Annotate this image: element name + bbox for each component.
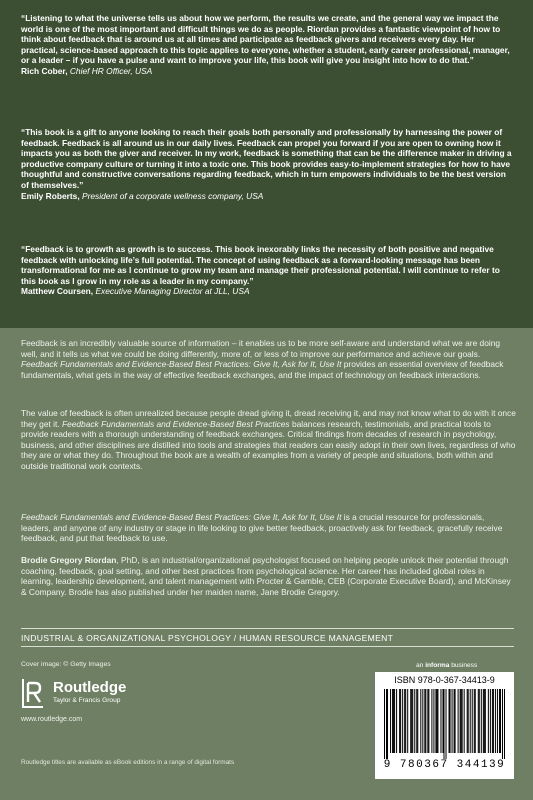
barcode-stripe	[437, 689, 438, 753]
barcode-stripe	[393, 689, 394, 753]
barcode-stripe	[468, 689, 469, 753]
endorsement-attribution	[21, 66, 513, 77]
author-bio	[21, 555, 516, 597]
endorsement-author: Rich Cober,	[21, 65, 68, 76]
ebook-note: Routledge titles are available as eBook editions in a range of digital formats	[21, 759, 235, 766]
barcode-stripe	[464, 689, 465, 753]
barcode-stripe	[442, 689, 443, 753]
book-title-italic: Feedback Fundamentals and Evidence-Based Best Practices	[61, 418, 290, 429]
endorsement-role: President of a corporate wellness company, USA	[81, 190, 264, 201]
barcode-stripe	[502, 689, 503, 759]
barcode-stripe	[500, 689, 501, 753]
endorsement-text: “Listening to what the universe tells us about how we perform, the results we create, and the general way we impact the world is one of the most important and difficult things we do as people. Riordan provides a fantastic viewpoint of how to think about feedback that is around us at all times and participate as feedback givers and receivers every day. Her practical, science-based approach to this topic applies to everyone, whether a student, early career professional, manager, or a leader – if you have a pulse and want to improve your life, this book will give you insight into how to do that.”	[21, 13, 510, 66]
endorsement-author: Emily Roberts,	[21, 190, 80, 201]
barcode-stripe	[485, 689, 486, 753]
barcode-stripe	[433, 689, 434, 753]
barcode-stripe	[387, 689, 388, 759]
barcode-stripe	[412, 689, 413, 753]
description-text: The value of feedback is often unrealized because people dread giving it, dread receiving it, and may not know what to do with it once they get it.	[21, 408, 516, 429]
publisher-name: Routledge	[53, 679, 127, 696]
description-text: balances research, testimonials, and practical tools to provide readers with a thorough understanding of feedback exchanges. Critical findings from decades of research in psychology, business, and other disciplines are distilled into tools and strategies that readers can easily adopt in their own lives, regardless of who they are or what they do. Throughout the book are a wealth of examples from a variety of people and situations, both within and outside traditional work contexts.	[21, 418, 516, 471]
publisher-subtitle: Taylor & Francis Group	[53, 697, 121, 704]
barcode-digits: 9 780367 344139	[383, 759, 506, 771]
book-title-italic: Feedback Fundamentals and Evidence-Based Best Practices: Give It, Ask for It, Use It	[21, 512, 342, 522]
barcode-stripe	[425, 689, 426, 753]
author-name: Brodie Gregory Riordan	[21, 555, 117, 565]
barcode-stripe	[435, 689, 436, 753]
barcode-stripe	[386, 689, 387, 759]
barcode-stripe	[422, 689, 423, 753]
endorsement-role: Chief HR Officer, USA	[69, 65, 153, 76]
barcode-stripe	[472, 689, 473, 753]
barcode-stripe	[446, 689, 447, 759]
endorsement-text: “This book is a gift to anyone looking to reach their goals both personally and professionally by harnessing the power of feedback. Feedback is all around us in our daily lives. Feedback can propel you forward if you are open to owning how it impacts you as both the giver and receiver. In my work, feedback is something that can be the difference maker in driving a productive company culture or turning it into a toxic one. This book provides easy-to-implement strategies for how to have thoughtful and constructive conversations regarding feedback, which in turn empowers individuals to be the best version of themselves.”	[21, 127, 512, 190]
barcode-stripe	[404, 689, 405, 753]
barcode-stripe	[484, 689, 485, 753]
barcode-stripe	[455, 689, 456, 753]
informa-business-label: an informa business	[416, 662, 478, 669]
description-paragraph-1	[21, 338, 516, 380]
book-title-italic: Feedback Fundamentals and Evidence-Based Best Practices: Give It, Ask for It, Use It	[21, 359, 342, 370]
description-paragraph-2	[21, 408, 516, 472]
barcode-stripe	[394, 689, 395, 753]
subject-category: INDUSTRIAL & ORGANIZATIONAL PSYCHOLOGY / HUMAN RESOURCE MANAGEMENT	[21, 633, 394, 643]
barcode-stripe	[390, 689, 391, 753]
endorsement-3	[21, 244, 513, 297]
cover-credit: Cover image: © Getty Images	[21, 661, 111, 668]
barcode-stripe	[497, 689, 498, 753]
barcode-stripe	[424, 689, 425, 753]
endorsement-author: Matthew Coursen,	[21, 286, 94, 297]
barcode-stripe	[460, 689, 461, 753]
barcode-stripe	[416, 689, 417, 753]
endorsement-attribution	[21, 286, 513, 297]
barcode-stripe	[504, 689, 505, 759]
barcode-stripe	[474, 689, 475, 753]
barcode-stripe	[431, 689, 432, 753]
barcode-bars	[384, 689, 505, 759]
barcode-stripe	[427, 689, 428, 753]
isbn-barcode	[375, 672, 514, 779]
barcode-stripe	[414, 689, 415, 753]
endorsement-role: Executive Managing Director at JLL, USA	[95, 286, 250, 297]
barcode-stripe	[454, 689, 455, 753]
barcode-stripe	[492, 689, 493, 753]
endorsement-2	[21, 127, 513, 201]
barcode-stripe	[399, 689, 400, 753]
description-text: Feedback is an incredibly valuable source of information – it enables us to be more self-aware and understand what we are doing well, and it tells us what we could be doing differently, more of, or less of to improve our performance and achieve our goals.	[21, 338, 501, 359]
barcode-stripe	[436, 689, 437, 753]
barcode-stripe	[428, 689, 429, 753]
barcode-stripe	[452, 689, 453, 753]
barcode-stripe	[481, 689, 482, 753]
barcode-stripe	[392, 689, 393, 753]
barcode-stripe	[405, 689, 406, 753]
barcode-stripe	[479, 689, 480, 753]
barcode-stripe	[449, 689, 450, 753]
barcode-stripe	[475, 689, 476, 753]
routledge-r-icon	[21, 678, 47, 708]
barcode-stripe	[400, 689, 401, 753]
barcode-stripe	[478, 689, 479, 753]
barcode-stripe	[495, 689, 496, 753]
barcode-stripe	[411, 689, 412, 753]
barcode-stripe	[396, 689, 397, 753]
description-text: provides an essential overview of feedback fundamentals, what gets in the way of effective feedback exchanges, and the impact of technology on feedback interactions.	[21, 359, 504, 380]
divider	[21, 628, 514, 629]
barcode-stripe	[420, 689, 421, 753]
barcode-stripe	[410, 689, 411, 753]
divider	[21, 646, 514, 647]
barcode-stripe	[461, 689, 462, 753]
barcode-stripe	[417, 689, 418, 753]
barcode-stripe	[483, 689, 484, 753]
barcode-stripe	[440, 689, 441, 753]
barcode-stripe	[407, 689, 408, 753]
endorsement-attribution	[21, 191, 513, 202]
endorsement-text: “Feedback is to growth as growth is to success. This book inexorably links the necessity of both positive and negative feedback with unlocking life’s full potential. The concept of using feedback as a forward-looking message has been transformational for me as I continue to grow my team and manage their professional potential. I will continue to refer to this book as I grow in my role as a leader in my company.”	[21, 244, 500, 286]
description-text: is a crucial resource for professionals, leaders, and anyone of any industry or stage in life looking to give better feedback, proactively ask for feedback, gracefully receive feedback, and put that feedback to use.	[21, 512, 503, 544]
barcode-stripe	[470, 689, 471, 753]
barcode-stripe	[467, 689, 468, 753]
barcode-stripe	[450, 689, 451, 753]
endorsement-1	[21, 13, 513, 77]
isbn-number: ISBN 978-0-367-34413-9	[394, 675, 495, 685]
barcode-stripe	[488, 689, 489, 753]
barcode-stripe	[493, 689, 494, 753]
author-bio-text: , PhD, is an industrial/organizational psychologist focused on helping people unlock their potential through coaching, feedback, goal setting, and other best practices from psychological science. Her career has included global roles in learning, leadership development, and talent management with Procter & Gamble, CEB (Corporate Executive Board), and McKinsey & Company. Brodie has also published under her maiden name, Jane Brodie Gregory.	[21, 555, 511, 597]
barcode-stripe	[384, 689, 385, 759]
publisher-url[interactable]: www.routledge.com	[21, 716, 83, 723]
barcode-stripe	[490, 689, 491, 753]
barcode-stripe	[402, 689, 403, 753]
barcode-stripe	[443, 689, 444, 759]
barcode-stripe	[499, 689, 500, 753]
barcode-stripe	[462, 689, 463, 753]
barcode-stripe	[458, 689, 459, 753]
description-paragraph-3	[21, 512, 516, 544]
publisher-logo	[21, 678, 151, 712]
